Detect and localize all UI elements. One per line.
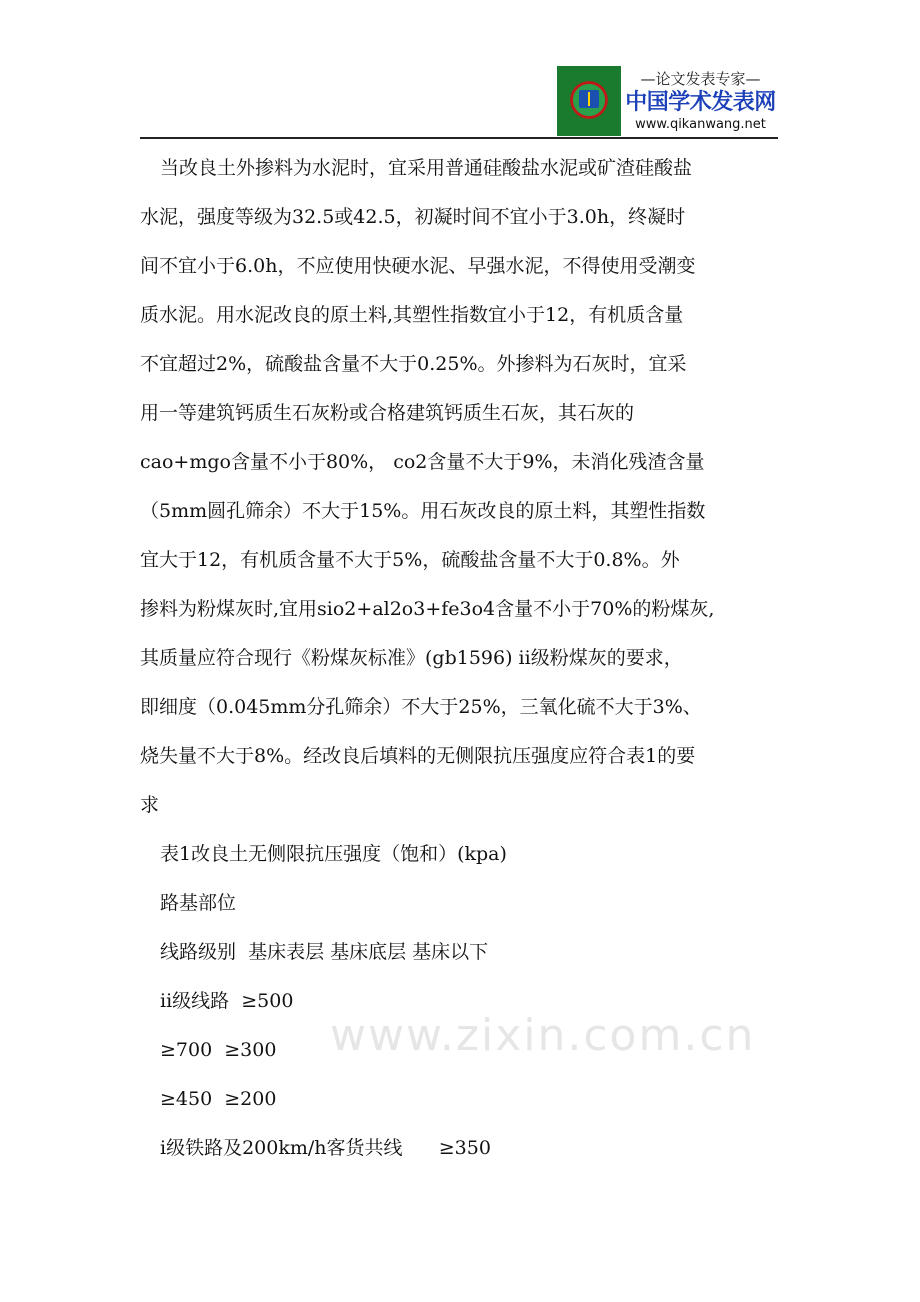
site-logo — [557, 66, 778, 136]
watermark: www.zixin.com.cn — [330, 1010, 756, 1061]
body-line: 即细度（0.045mm分孔筛余）不大于25%，三氧化硫不大于3%、 — [140, 696, 702, 718]
table-line: 路基部位 — [160, 892, 237, 914]
logo-tagline: —论文发表专家— — [640, 70, 761, 88]
table-line: 线路级别 基床表层 基床底层 基床以下 — [160, 941, 489, 963]
table-line: ≥450 ≥200 — [160, 1088, 277, 1110]
body-line: 质水泥。用水泥改良的原土料,其塑性指数宜小于12，有机质含量 — [140, 304, 684, 326]
table-line: ii级线路 ≥500 — [160, 990, 294, 1012]
body-line: 当改良土外掺料为水泥时，宜采用普通硅酸盐水泥或矿渣硅酸盐 — [160, 157, 693, 179]
table-line: i级铁路及200km/h客货共线 ≥350 — [160, 1137, 491, 1159]
body-line: cao+mgo含量不小于80%， co2含量不大于9%，未消化残渣含量 — [140, 451, 705, 473]
table-title: 表1改良土无侧限抗压强度（饱和）(kpa) — [160, 843, 507, 865]
body-line: 烧失量不大于8%。经改良后填料的无侧限抗压强度应符合表1的要 — [140, 745, 696, 767]
body-line: （5mm圆孔筛余）不大于15%。用石灰改良的原土料，其塑性指数 — [140, 500, 706, 522]
body-line: 其质量应符合现行《粉煤灰标准》(gb1596) ii级粉煤灰的要求， — [140, 647, 683, 669]
body-line: 宜大于12，有机质含量不大于5%，硫酸盐含量不大于0.8%。外 — [140, 549, 680, 571]
body-line: 不宜超过2%，硫酸盐含量不大于0.25%。外掺料为石灰时，宜采 — [140, 353, 687, 375]
body-line: 用一等建筑钙质生石灰粉或合格建筑钙质生石灰，其石灰的 — [140, 402, 635, 424]
table-line: ≥700 ≥300 — [160, 1039, 277, 1061]
body-line: 掺料为粉煤灰时,宜用sio2+al2o3+fe3o4含量不小于70%的粉煤灰, — [140, 598, 715, 620]
body-line: 间不宜小于6.0h，不应使用快硬水泥、早强水泥，不得使用受潮变 — [140, 255, 696, 277]
logo-url: www.qikanwang.net — [635, 117, 766, 132]
body-line: 求 — [140, 794, 160, 816]
body-line: 水泥，强度等级为32.5或42.5，初凝时间不宜小于3.0h，终凝时 — [140, 206, 686, 228]
seal-emblem-icon — [557, 66, 621, 136]
header-divider — [140, 137, 778, 139]
logo-name: 中国学术发表网 — [625, 90, 776, 115]
